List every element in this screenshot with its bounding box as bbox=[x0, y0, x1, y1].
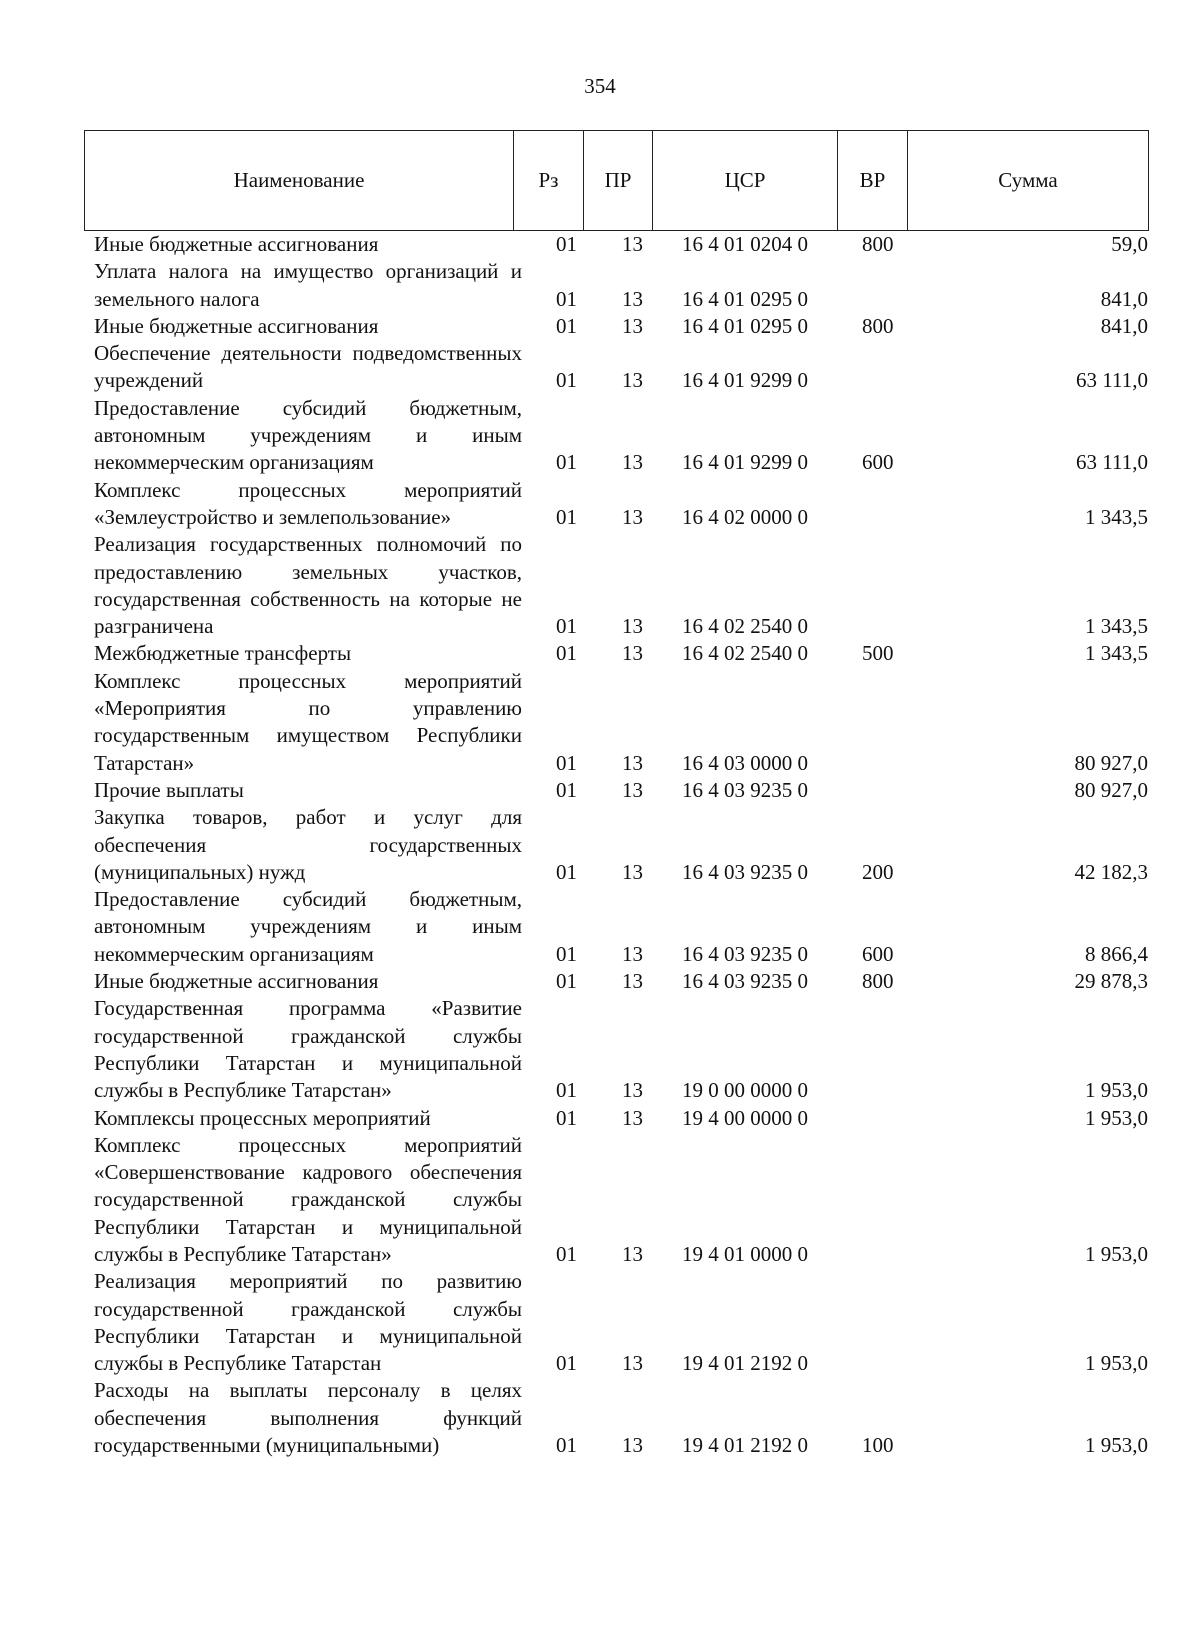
row-rz: 01 bbox=[556, 1433, 577, 1458]
row-name: Иные бюджетные ассигнования bbox=[94, 313, 379, 338]
header-csr: ЦСР bbox=[653, 131, 838, 231]
row-name: Государственная программа «Развитие государственной гражданской службы Республики Татарстан и муниципальной службы в Республике Татарстан» bbox=[94, 996, 522, 1103]
table-row bbox=[94, 777, 1148, 804]
row-vr: 600 bbox=[862, 450, 894, 475]
row-vr: 100 bbox=[862, 1433, 894, 1458]
table-row bbox=[94, 1132, 1148, 1268]
row-vr: 500 bbox=[862, 641, 894, 666]
row-pr: 13 bbox=[622, 504, 643, 529]
row-sum: 42 182,3 bbox=[1074, 859, 1148, 884]
row-vr: 200 bbox=[862, 859, 894, 884]
header-sum: Сумма bbox=[908, 131, 1149, 231]
row-rz: 01 bbox=[556, 313, 577, 338]
row-rz: 01 bbox=[556, 1241, 577, 1266]
row-sum: 59,0 bbox=[1111, 232, 1148, 256]
row-csr: 19 4 01 2192 0 bbox=[682, 1433, 808, 1458]
table-header bbox=[84, 130, 1149, 231]
row-pr: 13 bbox=[622, 368, 643, 393]
row-pr: 13 bbox=[622, 777, 643, 802]
page-number: 354 bbox=[584, 74, 616, 98]
row-pr: 13 bbox=[622, 641, 643, 666]
row-sum: 1 953,0 bbox=[1085, 1351, 1148, 1376]
row-rz: 01 bbox=[556, 859, 577, 884]
row-sum: 1 953,0 bbox=[1085, 1105, 1148, 1130]
row-vr: 800 bbox=[862, 969, 894, 994]
row-name: Предоставление субсидий бюджетным, автономным учреждениям и иным некоммерческим организациям bbox=[94, 395, 522, 475]
row-rz: 01 bbox=[556, 777, 577, 802]
row-csr: 19 4 01 0000 0 bbox=[682, 1241, 808, 1266]
table-row bbox=[94, 340, 1148, 395]
row-csr: 19 0 00 0000 0 bbox=[682, 1078, 808, 1103]
table-row bbox=[94, 668, 1148, 777]
table-row bbox=[94, 968, 1148, 995]
row-sum: 29 878,3 bbox=[1074, 969, 1148, 994]
row-pr: 13 bbox=[622, 232, 643, 256]
table-row bbox=[94, 313, 1148, 340]
table-row bbox=[94, 804, 1148, 886]
row-sum: 80 927,0 bbox=[1074, 777, 1148, 802]
table-row bbox=[94, 1377, 1148, 1459]
header-rz: Рз bbox=[514, 131, 584, 231]
row-rz: 01 bbox=[556, 1351, 577, 1376]
table-row bbox=[94, 995, 1148, 1104]
row-name: Расходы на выплаты персоналу в целях обеспечения выполнения функций государственными (муниципальными) bbox=[94, 1378, 522, 1458]
row-rz: 01 bbox=[556, 286, 577, 311]
row-name: Реализация мероприятий по развитию государственной гражданской службы Республики Татарстан и муниципальной службы в Республике Татарстан bbox=[94, 1269, 522, 1376]
row-sum: 63 111,0 bbox=[1076, 368, 1148, 393]
header-vr: ВР bbox=[838, 131, 908, 231]
row-pr: 13 bbox=[622, 1105, 643, 1130]
row-pr: 13 bbox=[622, 286, 643, 311]
row-name: Комплекс процессных мероприятий «Совершенствование кадрового обеспечения государственной гражданской службы Республики Татарстан и муниципальной службы в Республике Татарстан» bbox=[94, 1132, 522, 1266]
row-sum: 1 953,0 bbox=[1085, 1241, 1148, 1266]
header-pr: ПР bbox=[584, 131, 653, 231]
table-row bbox=[94, 231, 1148, 258]
row-csr: 16 4 02 0000 0 bbox=[682, 504, 808, 529]
row-sum: 63 111,0 bbox=[1076, 450, 1148, 475]
row-csr: 19 4 00 0000 0 bbox=[682, 1105, 808, 1130]
row-pr: 13 bbox=[622, 969, 643, 994]
row-pr: 13 bbox=[622, 1351, 643, 1376]
row-sum: 841,0 bbox=[1100, 286, 1148, 311]
row-csr: 16 4 03 0000 0 bbox=[682, 750, 808, 775]
table-row bbox=[94, 531, 1148, 640]
header-name: Наименование bbox=[85, 131, 514, 231]
row-rz: 01 bbox=[556, 1078, 577, 1103]
row-rz: 01 bbox=[556, 941, 577, 966]
row-rz: 01 bbox=[556, 641, 577, 666]
row-csr: 19 4 01 2192 0 bbox=[682, 1351, 808, 1376]
row-sum: 80 927,0 bbox=[1074, 750, 1148, 775]
table-row bbox=[94, 258, 1148, 313]
table-row bbox=[94, 395, 1148, 477]
row-pr: 13 bbox=[622, 1078, 643, 1103]
row-csr: 16 4 03 9235 0 bbox=[682, 859, 808, 884]
row-rz: 01 bbox=[556, 969, 577, 994]
row-name: Уплата налога на имущество организаций и земельного налога bbox=[94, 259, 522, 311]
row-name: Предоставление субсидий бюджетным, автономным учреждениям и иным некоммерческим организациям bbox=[94, 887, 522, 966]
row-csr: 16 4 03 9235 0 bbox=[682, 941, 808, 966]
row-name: Реализация государственных полномочий по предоставлению земельных участков, государственная собственность на которые не разграничена bbox=[94, 532, 522, 639]
row-csr: 16 4 02 2540 0 bbox=[682, 614, 808, 639]
row-csr: 16 4 01 0204 0 bbox=[682, 232, 808, 256]
row-pr: 13 bbox=[622, 941, 643, 966]
row-sum: 8 866,4 bbox=[1085, 941, 1148, 966]
row-rz: 01 bbox=[556, 232, 577, 256]
row-csr: 16 4 01 9299 0 bbox=[682, 450, 808, 475]
row-pr: 13 bbox=[622, 1433, 643, 1458]
row-pr: 13 bbox=[622, 859, 643, 884]
row-rz: 01 bbox=[556, 368, 577, 393]
row-pr: 13 bbox=[622, 614, 643, 639]
row-name: Прочие выплаты bbox=[94, 777, 244, 802]
row-sum: 1 343,5 bbox=[1085, 641, 1148, 666]
row-name: Закупка товаров, работ и услуг для обеспечения государственных (муниципальных) нужд bbox=[94, 805, 522, 884]
table-row bbox=[94, 1268, 1148, 1377]
row-vr: 800 bbox=[862, 232, 894, 256]
row-sum: 841,0 bbox=[1100, 313, 1148, 338]
row-vr: 800 bbox=[862, 313, 894, 338]
row-sum: 1 343,5 bbox=[1085, 614, 1148, 639]
row-vr: 600 bbox=[862, 941, 894, 966]
row-rz: 01 bbox=[556, 614, 577, 639]
row-csr: 16 4 01 0295 0 bbox=[682, 286, 808, 311]
row-pr: 13 bbox=[622, 750, 643, 775]
row-name: Комплекс процессных мероприятий «Мероприятия по управлению государственным имуществом Республики Татарстан» bbox=[94, 668, 522, 775]
row-csr: 16 4 03 9235 0 bbox=[682, 969, 808, 994]
row-rz: 01 bbox=[556, 1105, 577, 1130]
table-row bbox=[94, 477, 1148, 532]
table-row bbox=[94, 886, 1148, 968]
row-name: Комплекс процессных мероприятий «Землеустройство и землепользование» bbox=[94, 477, 522, 529]
row-sum: 1 343,5 bbox=[1085, 504, 1148, 529]
row-sum: 1 953,0 bbox=[1085, 1078, 1148, 1103]
table-row bbox=[94, 1105, 1148, 1132]
row-csr: 16 4 01 0295 0 bbox=[682, 313, 808, 338]
row-pr: 13 bbox=[622, 450, 643, 475]
row-pr: 13 bbox=[622, 313, 643, 338]
row-sum: 1 953,0 bbox=[1085, 1433, 1148, 1458]
row-rz: 01 bbox=[556, 750, 577, 775]
row-name: Межбюджетные трансферты bbox=[94, 641, 352, 666]
row-pr: 13 bbox=[622, 1241, 643, 1266]
row-csr: 16 4 02 2540 0 bbox=[682, 641, 808, 666]
row-csr: 16 4 03 9235 0 bbox=[682, 777, 808, 802]
row-name: Комплексы процессных мероприятий bbox=[94, 1105, 431, 1130]
row-name: Обеспечение деятельности подведомственных учреждений bbox=[94, 341, 522, 393]
row-rz: 01 bbox=[556, 504, 577, 529]
table-body bbox=[94, 231, 1148, 1459]
row-rz: 01 bbox=[556, 450, 577, 475]
row-csr: 16 4 01 9299 0 bbox=[682, 368, 808, 393]
row-name: Иные бюджетные ассигнования bbox=[94, 232, 379, 256]
table-row bbox=[94, 640, 1148, 667]
row-name: Иные бюджетные ассигнования bbox=[94, 969, 379, 994]
